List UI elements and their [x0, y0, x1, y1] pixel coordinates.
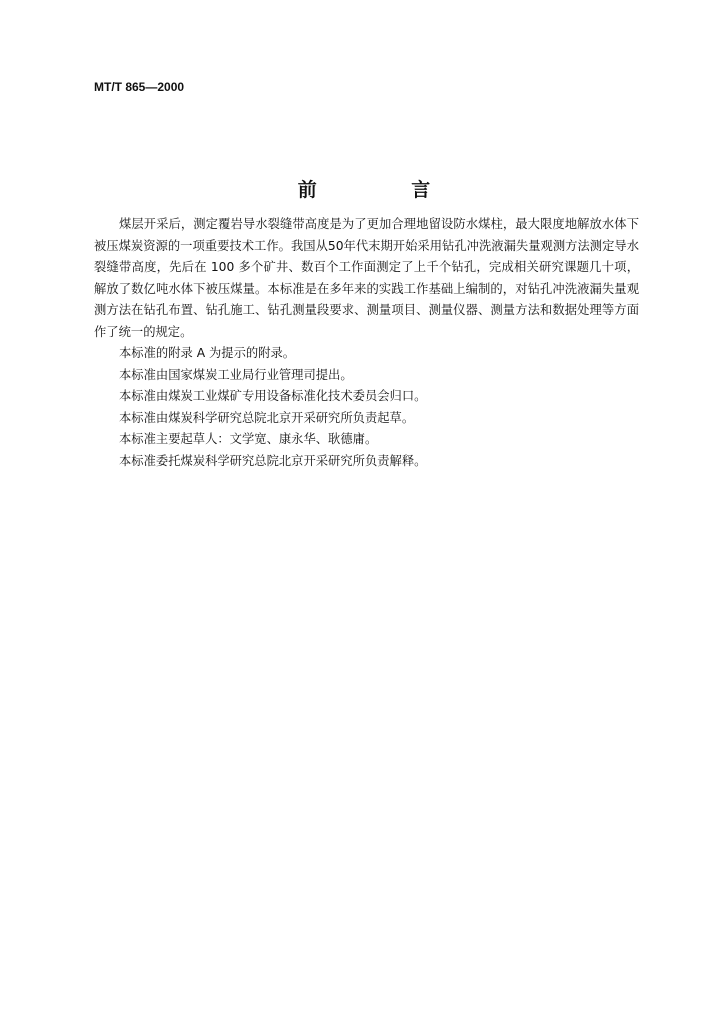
standard-number: MT/T 865—2000 — [94, 80, 185, 94]
paragraph-technical-committee: 本标准由煤炭工业煤矿专用设备标准化技术委员会归口。 — [119, 389, 427, 403]
paragraph-drafters: 本标准主要起草人：文学宽、康永华、耿德庸。 — [119, 432, 378, 446]
paragraph-drafting-unit: 本标准由煤炭科学研究总院北京开采研究所负责起草。 — [119, 410, 415, 425]
foreword-body — [94, 214, 639, 472]
page-title: 前 言 — [297, 179, 475, 201]
paragraph-proposer: 本标准由国家煤炭工业局行业管理司提出。 — [119, 367, 353, 382]
paragraph-interpretation: 本标准委托煤炭科学研究总院北京开采研究所负责解释。 — [119, 453, 427, 468]
paragraph-intro: 煤层开采后，测定覆岩导水裂缝带高度是为了更加合理地留设防水煤柱，最大限度地解放水体下被压煤炭资源的一项重要技术工作。我国从50年代末期开始采用钻孔冲洗液漏失量观测方法测定导水裂缝带高度，先后在 100 多个矿井、数百个工作面测定了上千个钻孔，完成相关研究课题几十项，解放了数亿吨水体下被压煤量。本标准是在多年来的实践工作基础上编制的，对钻孔冲洗液漏失量观测方法在钻孔布置、钻孔施工、钻孔测量段要求、测量项目、测量仪器、测量方法和数据处理等方面作了统一的规定。 — [94, 217, 639, 339]
paragraph-appendix: 本标准的附录 A 为提示的附录。 — [119, 346, 296, 360]
